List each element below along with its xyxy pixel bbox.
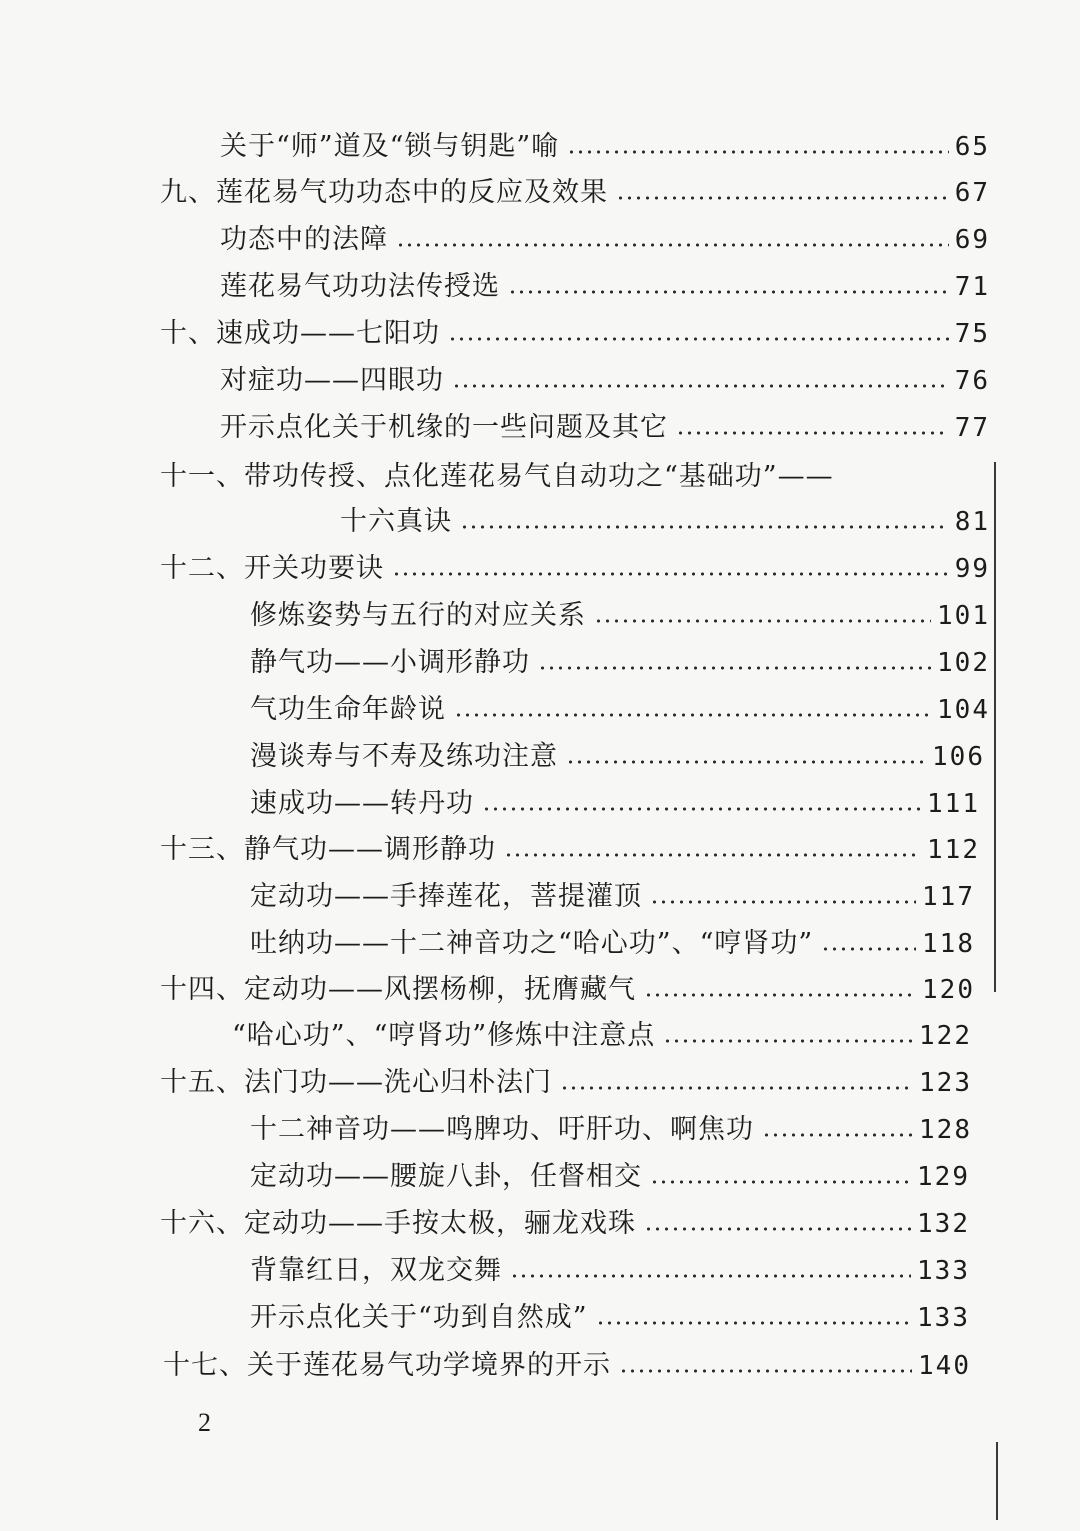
toc-entry-page: 122 (919, 1021, 972, 1051)
toc-chapter (160, 1204, 970, 1244)
toc-entry (250, 784, 980, 824)
toc-entry (220, 267, 990, 307)
toc-entry-page: 118 (922, 929, 975, 959)
toc-entry (250, 1298, 970, 1338)
dot-leader (504, 853, 921, 857)
toc-entry-page: 133 (917, 1256, 970, 1286)
toc-entry-title: 静气功——小调形静功 (250, 647, 530, 678)
scan-margin-line (994, 462, 996, 992)
toc-entry-title: 九、莲花易气功功态中的反应及效果 (160, 177, 608, 208)
toc-entry (250, 924, 975, 964)
toc-entry-page: 75 (954, 319, 990, 349)
dot-leader (644, 993, 916, 997)
toc-entry-continuation (340, 502, 990, 542)
toc-entry-page: 123 (919, 1068, 972, 1098)
toc-entry (220, 408, 990, 448)
toc-entry-page: 140 (918, 1351, 971, 1381)
toc-entry-page: 128 (919, 1115, 972, 1145)
toc-entry (250, 1251, 970, 1291)
toc-entry-title: 定动功——手捧莲花，菩提灌顶 (250, 881, 642, 912)
toc-entry-page: 65 (954, 132, 990, 162)
toc-entry-title: 十六真诀 (340, 506, 452, 537)
toc-entry-title: 十三、静气功——调形静功 (160, 834, 496, 865)
dot-leader (567, 150, 948, 154)
toc-entry (220, 127, 990, 167)
toc-entry-page: 117 (922, 882, 975, 912)
toc-entry-title: 十二、开关功要诀 (160, 553, 384, 584)
toc-chapter (160, 314, 990, 354)
dot-leader (663, 1039, 913, 1043)
toc-entry (250, 1110, 972, 1150)
toc-entry-page: 112 (927, 835, 980, 865)
toc-entry-title: 十一、带功传授、点化莲花易气自动功之“基础功”—— (160, 461, 834, 492)
toc-chapter (160, 549, 990, 589)
toc-entry-page: 99 (954, 554, 990, 584)
dot-leader (821, 947, 916, 951)
dot-leader (460, 525, 949, 529)
toc-entry-title: 功态中的法障 (220, 224, 388, 255)
dot-leader (566, 760, 926, 764)
toc-entry-page: 67 (954, 178, 990, 208)
dot-leader (560, 1086, 913, 1090)
toc-entry-page: 77 (954, 413, 990, 443)
dot-leader (644, 1227, 911, 1231)
dot-leader (396, 243, 949, 247)
toc-entry-title: 十五、法门功——洗心归朴法门 (160, 1067, 552, 1098)
toc-entry-title: 吐纳功——十二神音功之“哈心功”、“哼肾功” (250, 928, 814, 959)
toc-entry-page: 106 (932, 742, 985, 772)
toc-entry-title: 十六、定动功——手按太极，骊龙戏珠 (160, 1208, 636, 1239)
dot-leader (616, 196, 949, 200)
toc-entry-page: 101 (937, 601, 990, 631)
dot-leader (452, 384, 949, 388)
toc-entry (250, 877, 975, 917)
toc-entry-page: 132 (917, 1209, 970, 1239)
toc-entry-title: 莲花易气功功法传授选 (220, 271, 500, 302)
toc-entry-page: 129 (917, 1162, 970, 1192)
toc-entry (250, 690, 990, 730)
toc-entry-title: 修炼姿势与五行的对应关系 (250, 600, 586, 631)
toc-entry-page: 133 (917, 1303, 970, 1333)
toc-entry-page: 102 (937, 648, 990, 678)
toc-entry-page: 120 (922, 975, 975, 1005)
toc-entry-page: 76 (954, 366, 990, 396)
dot-leader (454, 713, 931, 717)
page-number: 2 (198, 1408, 211, 1437)
toc-entry-title: “哈心功”、“哼肾功”修炼中注意点 (232, 1020, 656, 1051)
toc-chapter (163, 1346, 971, 1386)
toc-entry-title: 十四、定动功——风摆杨柳，抚膺藏气 (160, 974, 636, 1005)
toc-chapter (160, 830, 980, 870)
toc-chapter (160, 970, 975, 1010)
toc-entry-title: 漫谈寿与不寿及练功注意 (250, 741, 558, 772)
dot-leader (538, 666, 931, 670)
dot-leader (448, 337, 949, 341)
toc-entry-title: 对症功——四眼功 (220, 365, 444, 396)
toc-entry-title: 十二神音功——鸣脾功、吁肝功、啊焦功 (250, 1114, 754, 1145)
toc-entry-page: 69 (954, 225, 990, 255)
dot-leader (594, 619, 931, 623)
dot-leader (676, 431, 949, 435)
toc-chapter (160, 1063, 972, 1103)
dot-leader (508, 290, 949, 294)
toc-entry (220, 220, 990, 260)
toc-entry-title: 开示点化关于“功到自然成” (250, 1302, 588, 1333)
dot-leader (510, 1274, 911, 1278)
toc-entry-title: 气功生命年龄说 (250, 694, 446, 725)
toc-entry-title: 背靠红日，双龙交舞 (250, 1255, 502, 1286)
scan-margin-line (996, 1442, 998, 1520)
toc-entry-title: 定动功——腰旋八卦，任督相交 (250, 1161, 642, 1192)
toc-entry (250, 643, 990, 683)
toc-entry-page: 104 (937, 695, 990, 725)
toc-entry (250, 1157, 970, 1197)
toc-entry-title: 开示点化关于机缘的一些问题及其它 (220, 412, 668, 443)
dot-leader (619, 1369, 912, 1373)
toc-entry (250, 596, 990, 636)
toc-entry-page: 81 (954, 507, 990, 537)
dot-leader (762, 1133, 913, 1137)
toc-entry (232, 1016, 972, 1056)
dot-leader (392, 572, 949, 576)
toc-entry (250, 737, 985, 777)
toc-entry (220, 361, 990, 401)
toc-entry-title: 十七、关于莲花易气功学境界的开示 (163, 1350, 611, 1381)
toc-entry-title: 关于“师”道及“锁与钥匙”喻 (220, 131, 560, 162)
dot-leader (596, 1321, 911, 1325)
toc-entry-title: 十、速成功——七阳功 (160, 318, 440, 349)
dot-leader (482, 807, 921, 811)
dot-leader (650, 900, 916, 904)
toc-entry-title: 速成功——转丹功 (250, 788, 474, 819)
toc-chapter (160, 173, 990, 213)
toc-entry-page: 111 (927, 789, 980, 819)
toc-entry-page: 71 (954, 272, 990, 302)
dot-leader (650, 1180, 911, 1184)
toc-chapter (160, 457, 920, 497)
